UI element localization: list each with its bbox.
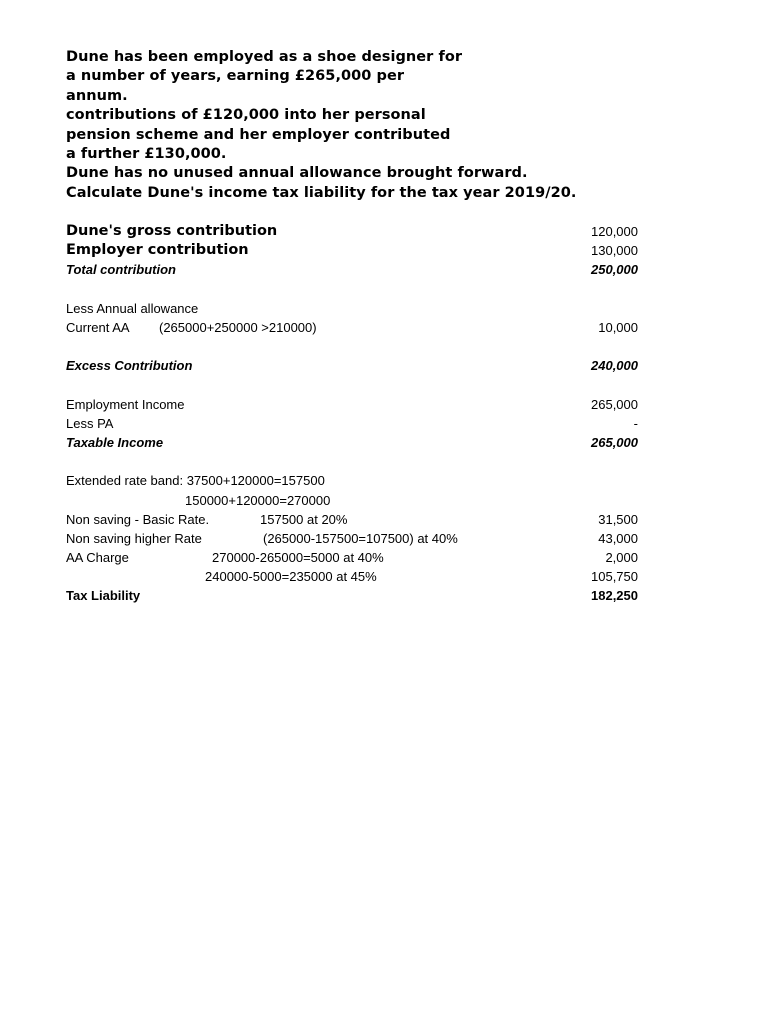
tax-liability-row xyxy=(66,586,638,605)
higher-rate-value: 43,000 xyxy=(598,531,638,546)
total-contribution-row xyxy=(66,260,638,279)
extended-band-row xyxy=(66,471,638,490)
question-line: contributions of £120,000 into her personal xyxy=(66,107,426,124)
less-pa-row xyxy=(66,414,638,433)
employer-contribution-row xyxy=(66,241,638,260)
higher-rate-row xyxy=(66,529,638,548)
tax-liability-label: Tax Liability xyxy=(66,588,141,603)
question-line: a further £130,000. xyxy=(66,146,227,163)
question-line: Dune has no unused annual allowance brought forward. xyxy=(66,165,528,182)
employer-contribution-value: 130,000 xyxy=(591,243,638,258)
taxable-income-row xyxy=(66,433,638,452)
taxable-income-label: Taxable Income xyxy=(66,435,164,450)
tax-liability-value: 182,250 xyxy=(591,588,638,603)
current-aa-label: Current AA xyxy=(66,320,130,335)
question-line: a number of years, earning £265,000 per xyxy=(66,68,405,85)
less-pa-value: - xyxy=(633,416,638,431)
aa-charge-value: 2,000 xyxy=(605,550,638,565)
aa-charge-calc-2: 240000-5000=235000 at 45% xyxy=(205,569,377,584)
current-aa-value: 10,000 xyxy=(598,320,638,335)
gross-contribution-value: 120,000 xyxy=(591,224,638,239)
question-line: Calculate Dune's income tax liability for the tax year 2019/20. xyxy=(66,184,577,201)
extended-band-calc: 150000+120000=270000 xyxy=(185,493,331,508)
less-annual-allowance-label: Less Annual allowance xyxy=(66,301,199,316)
aa-charge-value-2: 105,750 xyxy=(591,569,638,584)
less-annual-allowance-row xyxy=(66,299,638,318)
question-line: annum. xyxy=(66,87,128,104)
aa-charge-row xyxy=(66,548,638,567)
aa-charge-row-2 xyxy=(66,567,638,586)
question-text xyxy=(66,48,686,203)
employer-contribution-label: Employer contribution xyxy=(66,242,249,258)
higher-rate-label: Non saving higher Rate xyxy=(66,531,202,546)
current-aa-row xyxy=(66,318,638,337)
question-line: Dune has been employed as a shoe designer for xyxy=(66,49,463,65)
higher-rate-calc: (265000-157500=107500) at 40% xyxy=(263,531,458,546)
excess-contribution-value: 240,000 xyxy=(591,358,638,373)
excess-contribution-row xyxy=(66,356,638,375)
basic-rate-calc: 157500 at 20% xyxy=(260,512,348,527)
employment-income-value: 265,000 xyxy=(591,397,638,412)
aa-charge-calc: 270000-265000=5000 at 40% xyxy=(212,550,384,565)
current-aa-calc: (265000+250000 >210000) xyxy=(159,320,317,335)
question-line: pension scheme and her employer contributed xyxy=(66,126,451,143)
total-contribution-value: 250,000 xyxy=(591,262,638,277)
taxable-income-value: 265,000 xyxy=(591,435,638,450)
basic-rate-label: Non saving - Basic Rate. xyxy=(66,512,210,527)
gross-contribution-row xyxy=(66,222,638,241)
aa-charge-label: AA Charge xyxy=(66,550,129,565)
total-contribution-label: Total contribution xyxy=(66,262,176,277)
employment-income-label: Employment Income xyxy=(66,397,185,412)
extended-band-label: Extended rate band: 37500+120000=157500 xyxy=(66,473,325,488)
less-pa-label: Less PA xyxy=(66,416,114,431)
employment-income-row xyxy=(66,395,638,414)
extended-band-row-2 xyxy=(66,491,638,510)
basic-rate-value: 31,500 xyxy=(598,512,638,527)
excess-contribution-label: Excess Contribution xyxy=(66,358,193,373)
basic-rate-row xyxy=(66,510,638,529)
gross-contribution-label: Dune's gross contribution xyxy=(66,223,278,239)
